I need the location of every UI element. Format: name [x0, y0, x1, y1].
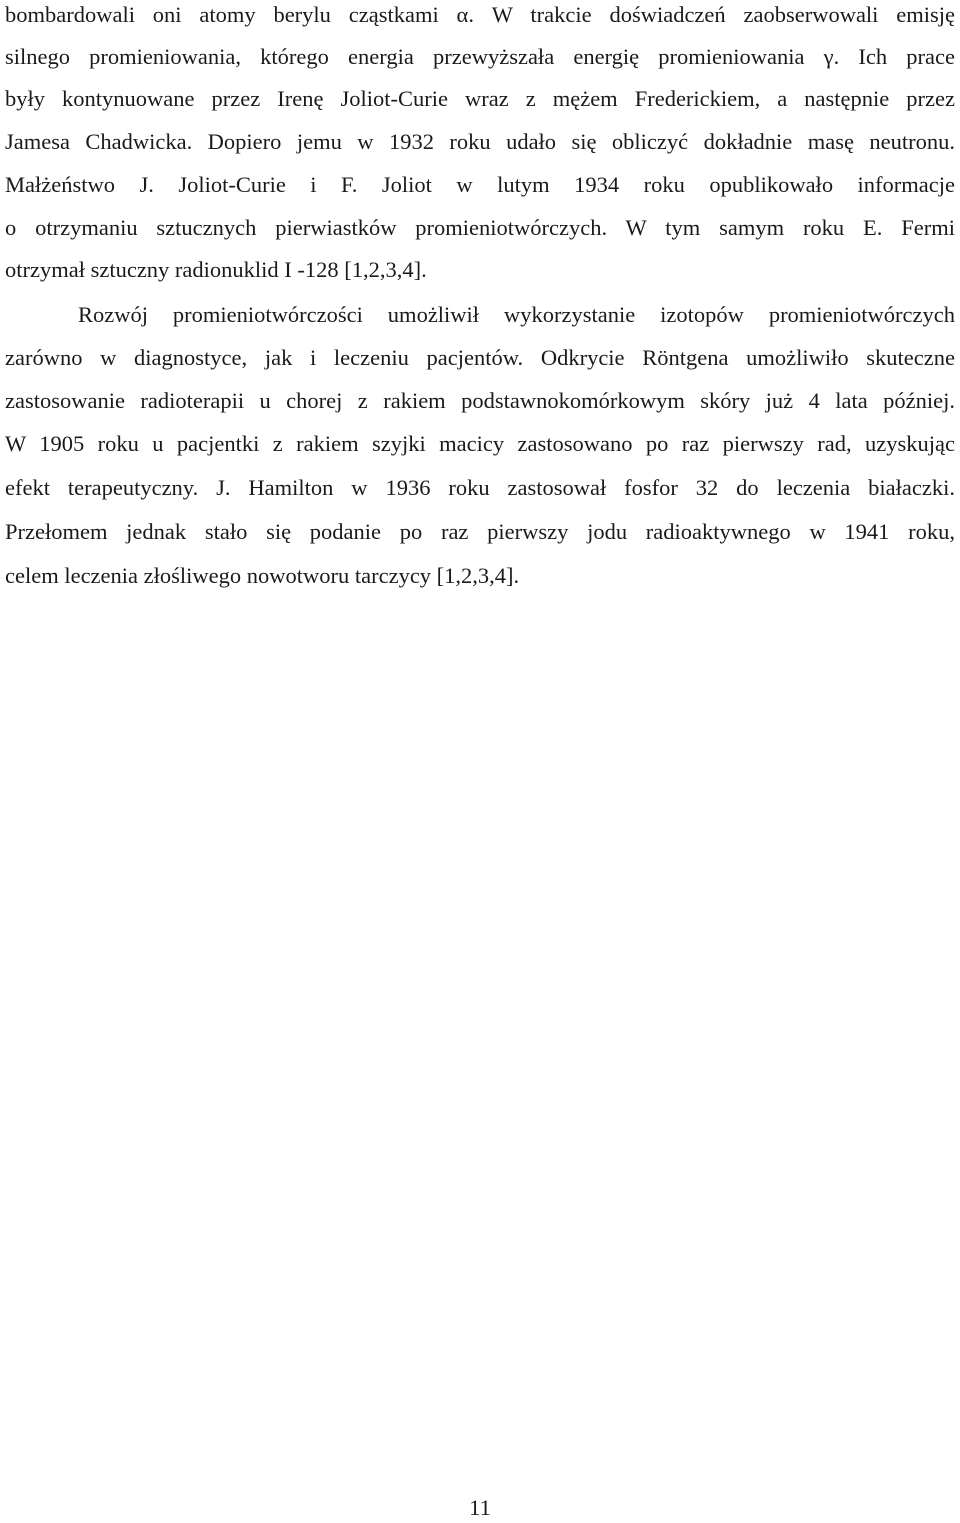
paragraph-line: W 1905 roku u pacjentki z rakiem szyjki macicy zastosowano po raz pierwszy rad, uzyskując	[5, 431, 955, 456]
paragraph-line: efekt terapeutyczny. J. Hamilton w 1936 roku zastosował fosfor 32 do leczenia białaczki.	[5, 475, 955, 500]
paragraph-line: silnego promieniowania, którego energia przewyższała energię promieniowania γ. Ich prace	[5, 44, 955, 69]
paragraph-line: o otrzymaniu sztucznych pierwiastków promieniotwórczych. W tym samym roku E. Fermi	[5, 215, 955, 240]
paragraph-line: celem leczenia złośliwego nowotworu tarczycy [1,2,3,4].	[5, 563, 520, 588]
paragraph-line: zarówno w diagnostyce, jak i leczeniu pacjentów. Odkrycie Röntgena umożliwiło skuteczne	[5, 345, 955, 370]
paragraph-line: Małżeństwo J. Joliot-Curie i F. Joliot w lutym 1934 roku opublikowało informacje	[5, 172, 955, 197]
paragraph-line: Przełomem jednak stało się podanie po raz pierwszy jodu radioaktywnego w 1941 roku,	[5, 519, 955, 544]
paragraph-line: Rozwój promieniotwórczości umożliwił wykorzystanie izotopów promieniotwórczych	[78, 302, 955, 327]
paragraph-line: otrzymał sztuczny radionuklid I -128 [1,2,3,4].	[5, 257, 427, 282]
page-number: 11	[469, 1495, 491, 1520]
paragraph-line: Jamesa Chadwicka. Dopiero jemu w 1932 roku udało się obliczyć dokładnie masę neutronu.	[5, 129, 955, 154]
paragraph-line: bombardowali oni atomy berylu cząstkami α. W trakcie doświadczeń zaobserwowali emisję	[5, 2, 955, 27]
paragraph-line: zastosowanie radioterapii u chorej z rakiem podstawnokomórkowym skóry już 4 lata później.	[5, 388, 955, 413]
paragraph-line: były kontynuowane przez Irenę Joliot-Curie wraz z mężem Frederickiem, a następnie przez	[5, 86, 955, 111]
